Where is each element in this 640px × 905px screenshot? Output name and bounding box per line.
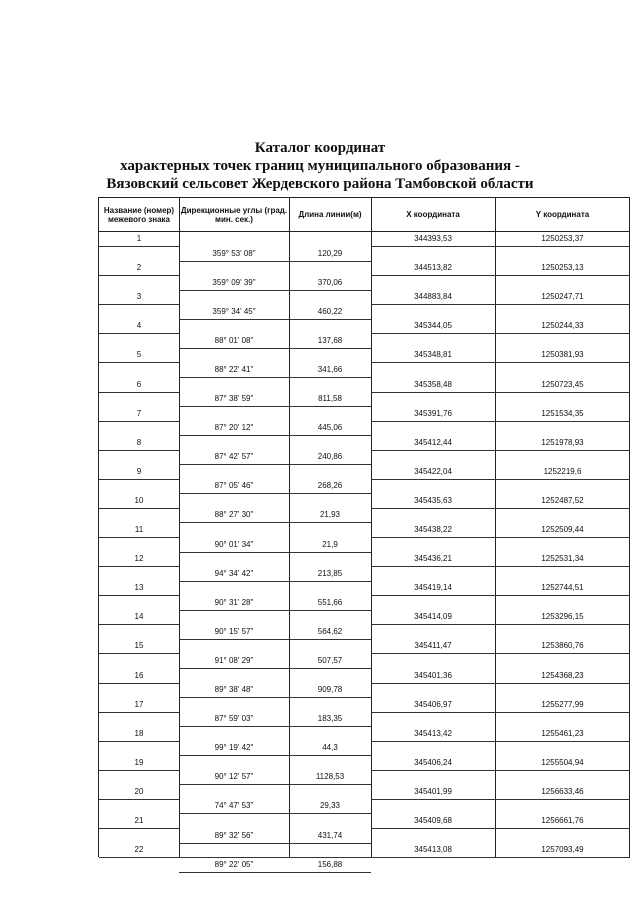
point-name: 18: [134, 728, 144, 738]
segment-rule: [179, 726, 371, 727]
point-name: 17: [134, 699, 144, 709]
segment-angle: 359° 34' 45": [212, 306, 256, 316]
row-rule: [371, 362, 630, 363]
segment-length: 240,86: [317, 452, 343, 462]
segment-angle: 89° 38' 48": [214, 685, 254, 694]
segment-length: 29,33: [319, 801, 341, 811]
segment-rule: [179, 261, 371, 262]
header-x: X координата: [406, 210, 460, 219]
segment-rule: [179, 784, 371, 785]
header-angle: Дирекционные углы (град. мин. сек.): [180, 205, 288, 224]
point-x: 345391,76: [414, 408, 452, 418]
page-title: [0, 139, 640, 193]
point-name: 13: [134, 583, 144, 593]
point-y: 1253296,15: [541, 612, 584, 622]
point-name: 2: [136, 263, 142, 273]
segment-length: 460,22: [317, 306, 343, 316]
point-name: 6: [136, 379, 142, 389]
point-x: 345422,04: [414, 466, 452, 476]
segment-angle: 88° 22' 41": [214, 364, 254, 374]
segment-length: 1128,53: [315, 772, 345, 782]
point-name: 10: [134, 495, 144, 505]
point-x: 345406,24: [414, 757, 452, 767]
segment-rule: [179, 872, 371, 873]
title-line-3: Вязовский сельсовет Жердевского района Тамбовской области: [106, 176, 534, 192]
point-y: 1250381,93: [541, 350, 584, 360]
segment-angle: 88° 01' 08": [214, 335, 254, 345]
point-x: 345409,68: [414, 816, 452, 825]
row-rule: [371, 799, 630, 800]
row-rule: [371, 683, 630, 684]
point-x: 345419,14: [414, 583, 452, 593]
segment-rule: [179, 843, 371, 844]
point-name: 16: [134, 670, 144, 680]
point-x: 345436,21: [414, 554, 452, 564]
segment-length: 156,88: [317, 859, 343, 869]
segment-length: 370,06: [317, 277, 343, 287]
segment-length: 183,35: [317, 714, 343, 724]
row-rule: [99, 508, 179, 509]
point-name: 8: [136, 437, 142, 447]
column-divider: [179, 198, 180, 857]
segment-rule: [179, 435, 371, 436]
point-y: 1253860,76: [541, 641, 584, 651]
segment-angle: 87° 59' 03": [214, 714, 254, 724]
row-rule: [99, 479, 179, 480]
segment-rule: [179, 697, 371, 698]
header-y: Y координата: [535, 210, 590, 219]
coordinates-table: [98, 197, 630, 869]
row-rule: [99, 275, 179, 276]
row-rule: [371, 537, 630, 538]
row-rule: [99, 712, 179, 713]
point-y: 1250247,71: [541, 292, 584, 302]
title-line-1: Каталог координат: [254, 140, 386, 156]
row-rule: [99, 421, 179, 422]
point-name: 9: [136, 466, 142, 476]
segment-angle: 87° 42' 57": [214, 452, 254, 462]
segment-angle: 87° 05' 46": [214, 481, 254, 491]
row-rule: [371, 828, 630, 829]
title-line-2: характерных точек границ муниципального образования -: [120, 158, 520, 174]
point-x: 345438,22: [414, 525, 452, 534]
point-y: 1254368,23: [541, 670, 584, 680]
point-y: 1250723,45: [541, 379, 584, 389]
segment-length: 909,78: [317, 685, 343, 694]
segment-length: 21,93: [319, 510, 341, 520]
row-rule: [99, 799, 179, 800]
segment-length: 137,68: [317, 335, 343, 345]
row-rule: [371, 304, 630, 305]
segment-angle: 359° 09' 39": [212, 277, 256, 287]
row-rule: [371, 712, 630, 713]
row-rule: [99, 392, 179, 393]
segment-rule: [179, 755, 371, 756]
segment-length: 507,57: [317, 655, 343, 665]
segment-rule: [179, 610, 371, 611]
row-rule: [371, 333, 630, 334]
point-name: 5: [136, 350, 142, 360]
point-y: 1252219,6: [543, 466, 582, 476]
segment-angle: 88° 27' 30": [214, 510, 254, 520]
row-rule: [99, 304, 179, 305]
row-rule: [99, 537, 179, 538]
point-name: 19: [134, 757, 144, 767]
point-x: 345401,99: [414, 786, 452, 796]
row-rule: [99, 246, 179, 247]
segment-angle: 94° 34' 42": [214, 568, 254, 578]
point-y: 1250253,37: [541, 234, 584, 243]
point-x: 345411,47: [414, 641, 452, 651]
point-y: 1251978,93: [541, 437, 584, 447]
row-rule: [371, 741, 630, 742]
point-x: 345348,81: [414, 350, 452, 360]
point-name: 11: [134, 525, 144, 534]
point-x: 344513,82: [414, 263, 452, 273]
segment-length: 551,66: [317, 597, 343, 607]
point-y: 1251534,35: [541, 408, 584, 418]
point-name: 20: [134, 786, 144, 796]
segment-angle: 90° 12' 57": [214, 772, 254, 782]
point-y: 1255461,23: [541, 728, 584, 738]
row-rule: [371, 275, 630, 276]
segment-rule: [179, 522, 371, 523]
segment-angle: 90° 31' 28": [214, 597, 254, 607]
segment-angle: 359° 53' 08": [212, 248, 256, 258]
row-rule: [371, 508, 630, 509]
point-x: 345358,48: [414, 379, 452, 389]
segment-angle: 87° 20' 12": [214, 423, 254, 433]
row-rule: [99, 770, 179, 771]
row-rule: [99, 333, 179, 334]
header-length: Длина линии(м): [298, 210, 362, 219]
segment-length: 445,06: [317, 423, 343, 433]
segment-angle: 91° 08' 29": [214, 655, 254, 665]
segment-rule: [179, 290, 371, 291]
row-rule: [99, 566, 179, 567]
segment-angle: 89° 22' 05": [214, 859, 254, 869]
point-y: 1256633,46: [541, 786, 584, 796]
segment-length: 213,85: [317, 568, 343, 578]
header-name: Название (номер) межевого знака: [103, 205, 175, 224]
row-rule: [99, 653, 179, 654]
point-name: 7: [136, 408, 142, 418]
segment-rule: [179, 493, 371, 494]
row-rule: [371, 450, 630, 451]
segment-rule: [179, 813, 371, 814]
point-name: 22: [134, 845, 144, 855]
point-y: 1255277,99: [541, 699, 584, 709]
row-rule: [371, 770, 630, 771]
segment-angle: 90° 01' 34": [214, 539, 254, 549]
point-y: 1250253,13: [541, 263, 584, 273]
row-rule: [99, 683, 179, 684]
segment-length: 44,3: [322, 743, 338, 753]
point-y: 1252509,44: [541, 525, 584, 534]
segment-rule: [179, 552, 371, 553]
point-x: 345435,63: [414, 495, 452, 505]
segment-rule: [179, 639, 371, 640]
point-x: 345406,97: [414, 699, 452, 709]
row-rule: [371, 653, 630, 654]
row-rule: [371, 421, 630, 422]
point-y: 1252487,52: [541, 495, 584, 505]
segment-length: 120,29: [317, 248, 343, 258]
row-rule: [371, 392, 630, 393]
segment-rule: [179, 319, 371, 320]
segment-angle: 87° 38' 59": [214, 394, 254, 403]
point-y: 1250244,33: [541, 321, 584, 331]
point-y: 1255504,94: [541, 757, 584, 767]
row-rule: [371, 479, 630, 480]
segment-length: 564,62: [317, 626, 343, 636]
point-x: 345401,36: [414, 670, 452, 680]
row-rule: [371, 624, 630, 625]
point-name: 4: [136, 321, 142, 331]
point-name: 21: [134, 816, 144, 825]
point-y: 1256661,76: [541, 816, 584, 825]
point-name: 12: [134, 554, 144, 564]
point-name: 14: [134, 612, 144, 622]
segment-rule: [179, 348, 371, 349]
point-name: 15: [134, 641, 144, 651]
row-rule: [371, 566, 630, 567]
segment-rule: [179, 668, 371, 669]
segment-angle: 89° 32' 56": [214, 830, 254, 840]
point-x: 345413,42: [414, 728, 452, 738]
point-x: 344883,84: [414, 292, 452, 302]
point-x: 345344,05: [414, 321, 452, 331]
point-x: 345414,09: [414, 612, 452, 622]
segment-rule: [179, 581, 371, 582]
segment-angle: 74° 47' 53": [214, 801, 254, 811]
column-divider: [289, 198, 290, 857]
segment-length: 268,26: [317, 481, 343, 491]
row-rule: [99, 624, 179, 625]
segment-length: 431,74: [317, 830, 343, 840]
row-rule: [99, 595, 179, 596]
point-x: 345412,44: [414, 437, 452, 447]
segment-rule: [179, 464, 371, 465]
point-x: 344393,53: [414, 234, 452, 243]
segment-rule: [179, 406, 371, 407]
row-rule: [99, 828, 179, 829]
point-y: 1257093,49: [541, 845, 584, 855]
segment-rule: [179, 377, 371, 378]
segment-angle: 90° 15' 57": [214, 626, 254, 636]
row-rule: [99, 741, 179, 742]
point-name: 3: [136, 292, 142, 302]
row-rule: [371, 595, 630, 596]
point-y: 1252531,34: [541, 554, 584, 564]
segment-length: 341,66: [317, 364, 343, 374]
segment-length: 811,58: [318, 394, 342, 403]
row-rule: [99, 450, 179, 451]
point-x: 345413,08: [414, 845, 452, 855]
row-rule: [371, 246, 630, 247]
segment-length: 21,9: [322, 539, 338, 549]
segment-angle: 99° 19' 42": [214, 743, 254, 753]
table-bottom-rule: [99, 857, 630, 858]
row-rule: [99, 362, 179, 363]
point-y: 1252744,51: [541, 583, 584, 593]
point-name: 1: [136, 234, 142, 243]
